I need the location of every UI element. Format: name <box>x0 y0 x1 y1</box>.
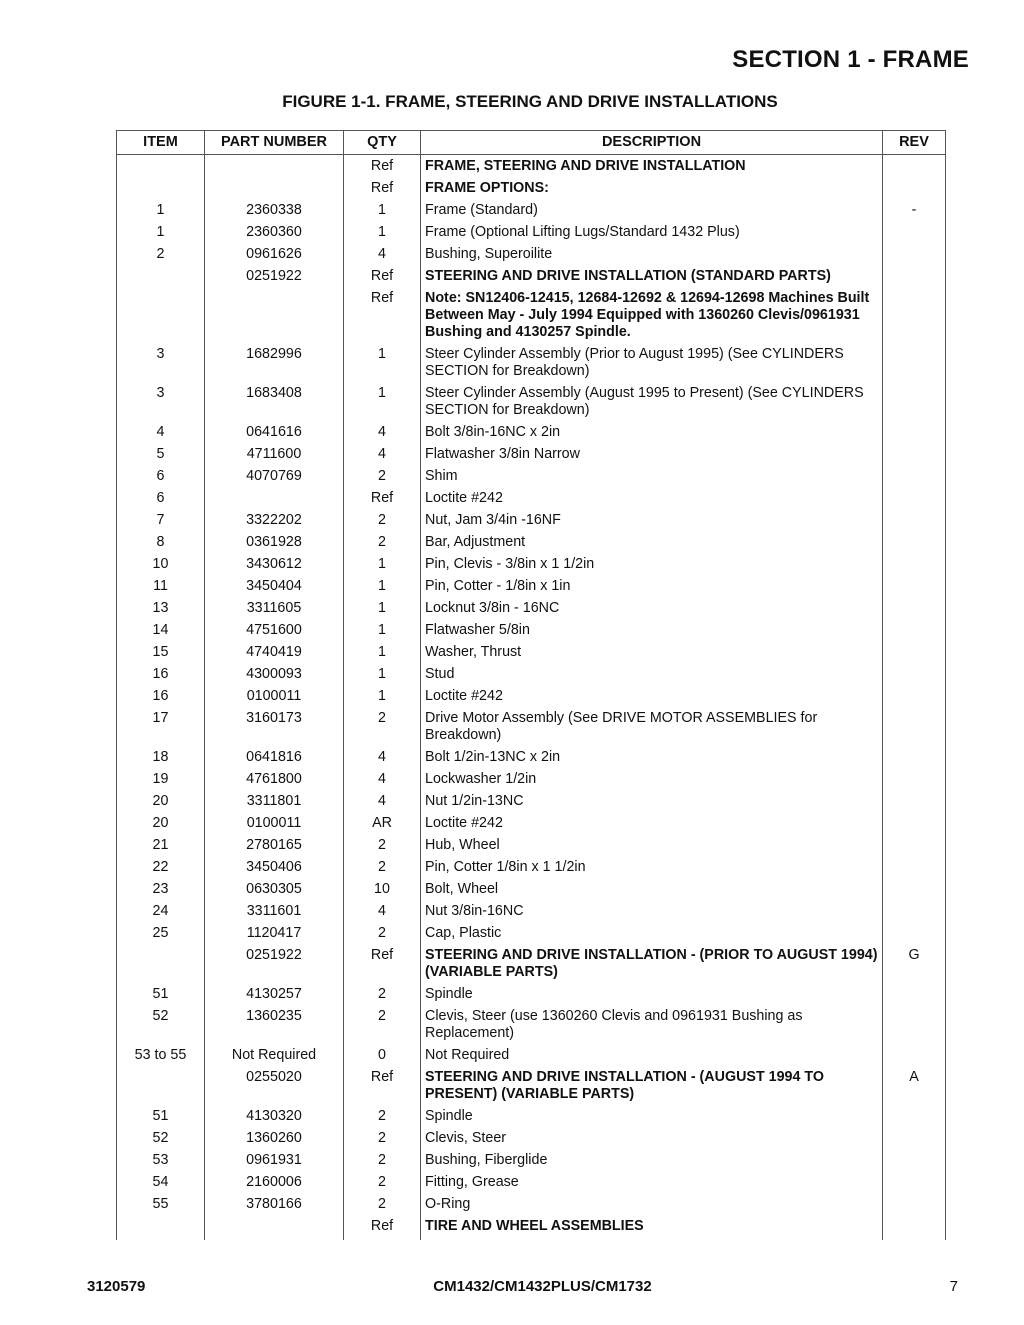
qty-cell: 2 <box>344 532 421 554</box>
table-row <box>117 1106 946 1128</box>
rev-cell <box>883 422 946 444</box>
table-row <box>117 857 946 879</box>
item-cell: 7 <box>117 510 205 532</box>
item-cell: 54 <box>117 1172 205 1194</box>
part-number-cell: 0641816 <box>205 747 344 769</box>
table-row <box>117 642 946 664</box>
rev-cell <box>883 576 946 598</box>
footer-page-number: 7 <box>949 1278 958 1295</box>
table-row <box>117 686 946 708</box>
item-cell <box>117 288 205 344</box>
description-cell: Pin, Cotter 1/8in x 1 1/2in <box>421 857 883 879</box>
qty-cell: 2 <box>344 1194 421 1216</box>
rev-cell <box>883 813 946 835</box>
description-cell: Spindle <box>421 1106 883 1128</box>
qty-cell: Ref <box>344 488 421 510</box>
table-row <box>117 532 946 554</box>
table-row <box>117 554 946 576</box>
rev-cell <box>883 664 946 686</box>
column-header-description: DESCRIPTION <box>421 131 883 155</box>
rev-cell <box>883 155 946 179</box>
description-cell: Stud <box>421 664 883 686</box>
part-number-cell: 0641616 <box>205 422 344 444</box>
rev-cell <box>883 222 946 244</box>
description-cell: Nut, Jam 3/4in -16NF <box>421 510 883 532</box>
part-number-cell: 4300093 <box>205 664 344 686</box>
qty-cell: 2 <box>344 1106 421 1128</box>
rev-cell <box>883 288 946 344</box>
spacer-cell <box>205 1238 344 1240</box>
table-row <box>117 620 946 642</box>
rev-cell: A <box>883 1067 946 1106</box>
table-row <box>117 901 946 923</box>
qty-cell: 2 <box>344 923 421 945</box>
qty-cell: 1 <box>344 576 421 598</box>
table-row <box>117 222 946 244</box>
part-number-cell: 3780166 <box>205 1194 344 1216</box>
table-row <box>117 1006 946 1045</box>
table-header-row <box>117 131 946 155</box>
table-row <box>117 422 946 444</box>
table-row <box>117 178 946 200</box>
part-number-cell: 3311601 <box>205 901 344 923</box>
qty-cell: 1 <box>344 344 421 383</box>
qty-cell: Ref <box>344 155 421 179</box>
rev-cell <box>883 1106 946 1128</box>
description-cell: Bolt 3/8in-16NC x 2in <box>421 422 883 444</box>
table-row <box>117 747 946 769</box>
part-number-cell <box>205 155 344 179</box>
table-row <box>117 510 946 532</box>
table-row <box>117 1045 946 1067</box>
item-cell: 52 <box>117 1006 205 1045</box>
rev-cell <box>883 901 946 923</box>
description-cell: Bolt 1/2in-13NC x 2in <box>421 747 883 769</box>
description-cell: Pin, Clevis - 3/8in x 1 1/2in <box>421 554 883 576</box>
qty-cell: 4 <box>344 244 421 266</box>
rev-cell <box>883 708 946 747</box>
parts-table-body <box>117 155 946 1241</box>
qty-cell: 10 <box>344 879 421 901</box>
rev-cell <box>883 488 946 510</box>
qty-cell: 1 <box>344 664 421 686</box>
part-number-cell: 0251922 <box>205 945 344 984</box>
description-cell: Loctite #242 <box>421 686 883 708</box>
description-cell: Flatwasher 3/8in Narrow <box>421 444 883 466</box>
table-row <box>117 598 946 620</box>
table-row <box>117 1216 946 1238</box>
item-cell: 3 <box>117 383 205 422</box>
part-number-cell: 4130320 <box>205 1106 344 1128</box>
qty-cell: 4 <box>344 444 421 466</box>
table-row <box>117 769 946 791</box>
item-cell: 18 <box>117 747 205 769</box>
item-cell: 52 <box>117 1128 205 1150</box>
part-number-cell: 4711600 <box>205 444 344 466</box>
rev-cell <box>883 266 946 288</box>
qty-cell: 2 <box>344 1172 421 1194</box>
table-row <box>117 288 946 344</box>
table-row <box>117 813 946 835</box>
description-cell: STEERING AND DRIVE INSTALLATION - (AUGUST 1994 TO PRESENT) (VARIABLE PARTS) <box>421 1067 883 1106</box>
table-row <box>117 879 946 901</box>
rev-cell <box>883 1194 946 1216</box>
part-number-cell: 0361928 <box>205 532 344 554</box>
part-number-cell: 3430612 <box>205 554 344 576</box>
item-cell: 3 <box>117 344 205 383</box>
part-number-cell: 0251922 <box>205 266 344 288</box>
part-number-cell: 3322202 <box>205 510 344 532</box>
rev-cell <box>883 554 946 576</box>
qty-cell: 2 <box>344 708 421 747</box>
item-cell: 16 <box>117 686 205 708</box>
item-cell: 5 <box>117 444 205 466</box>
rev-cell <box>883 1216 946 1238</box>
figure-title: FIGURE 1-1. FRAME, STEERING AND DRIVE INSTALLATIONS <box>282 92 778 111</box>
item-cell: 4 <box>117 422 205 444</box>
description-cell: Steer Cylinder Assembly (Prior to August 1995) (See CYLINDERS SECTION for Breakdown) <box>421 344 883 383</box>
description-cell: Clevis, Steer (use 1360260 Clevis and 0961931 Bushing as Replacement) <box>421 1006 883 1045</box>
rev-cell <box>883 747 946 769</box>
table-row <box>117 1194 946 1216</box>
rev-cell <box>883 532 946 554</box>
qty-cell: Ref <box>344 945 421 984</box>
item-cell <box>117 1067 205 1106</box>
table-row <box>117 835 946 857</box>
item-cell: 21 <box>117 835 205 857</box>
description-cell: Nut 1/2in-13NC <box>421 791 883 813</box>
part-number-cell: 4740419 <box>205 642 344 664</box>
rev-cell <box>883 1045 946 1067</box>
qty-cell: Ref <box>344 1216 421 1238</box>
rev-cell <box>883 923 946 945</box>
table-row <box>117 576 946 598</box>
table-row <box>117 466 946 488</box>
table-row <box>117 708 946 747</box>
qty-cell: 4 <box>344 747 421 769</box>
part-number-cell <box>205 488 344 510</box>
qty-cell: 1 <box>344 222 421 244</box>
item-cell: 51 <box>117 1106 205 1128</box>
item-cell: 10 <box>117 554 205 576</box>
rev-cell <box>883 1006 946 1045</box>
item-cell <box>117 178 205 200</box>
part-number-cell: 3311801 <box>205 791 344 813</box>
item-cell <box>117 155 205 179</box>
qty-cell: Ref <box>344 266 421 288</box>
description-cell: Frame (Optional Lifting Lugs/Standard 1432 Plus) <box>421 222 883 244</box>
qty-cell: Ref <box>344 288 421 344</box>
rev-cell <box>883 598 946 620</box>
part-number-cell: 3160173 <box>205 708 344 747</box>
description-cell: Lockwasher 1/2in <box>421 769 883 791</box>
description-cell: Pin, Cotter - 1/8in x 1in <box>421 576 883 598</box>
table-row <box>117 1150 946 1172</box>
part-number-cell: 3311605 <box>205 598 344 620</box>
description-cell: Loctite #242 <box>421 813 883 835</box>
qty-cell: 4 <box>344 901 421 923</box>
qty-cell: Ref <box>344 1067 421 1106</box>
description-cell: Nut 3/8in-16NC <box>421 901 883 923</box>
qty-cell: 4 <box>344 769 421 791</box>
description-cell: Bar, Adjustment <box>421 532 883 554</box>
part-number-cell: 2360338 <box>205 200 344 222</box>
rev-cell <box>883 642 946 664</box>
item-cell: 24 <box>117 901 205 923</box>
qty-cell: Ref <box>344 178 421 200</box>
part-number-cell: 1120417 <box>205 923 344 945</box>
spacer-cell <box>344 1238 421 1240</box>
rev-cell <box>883 344 946 383</box>
part-number-cell: 2360360 <box>205 222 344 244</box>
table-row <box>117 945 946 984</box>
item-cell: 23 <box>117 879 205 901</box>
item-cell: 53 to 55 <box>117 1045 205 1067</box>
parts-table <box>116 130 946 1240</box>
rev-cell <box>883 686 946 708</box>
rev-cell <box>883 1172 946 1194</box>
item-cell: 51 <box>117 984 205 1006</box>
rev-cell <box>883 879 946 901</box>
part-number-cell: 4070769 <box>205 466 344 488</box>
table-row <box>117 266 946 288</box>
part-number-cell: 0630305 <box>205 879 344 901</box>
qty-cell: 2 <box>344 984 421 1006</box>
part-number-cell: 4751600 <box>205 620 344 642</box>
description-cell: Spindle <box>421 984 883 1006</box>
rev-cell <box>883 857 946 879</box>
item-cell: 16 <box>117 664 205 686</box>
description-cell: Shim <box>421 466 883 488</box>
part-number-cell <box>205 288 344 344</box>
qty-cell: AR <box>344 813 421 835</box>
item-cell: 6 <box>117 488 205 510</box>
qty-cell: 1 <box>344 200 421 222</box>
rev-cell <box>883 769 946 791</box>
description-cell: O-Ring <box>421 1194 883 1216</box>
qty-cell: 2 <box>344 466 421 488</box>
item-cell: 17 <box>117 708 205 747</box>
qty-cell: 4 <box>344 422 421 444</box>
footer-models: CM1432/CM1432PLUS/CM1732 <box>433 1278 652 1295</box>
table-row <box>117 488 946 510</box>
part-number-cell: 3450404 <box>205 576 344 598</box>
table-row <box>117 984 946 1006</box>
spacer-cell <box>117 1238 205 1240</box>
description-cell: Frame (Standard) <box>421 200 883 222</box>
description-cell: Drive Motor Assembly (See DRIVE MOTOR ASSEMBLIES for Breakdown) <box>421 708 883 747</box>
rev-cell: - <box>883 200 946 222</box>
description-cell: Steer Cylinder Assembly (August 1995 to Present) (See CYLINDERS SECTION for Breakdown) <box>421 383 883 422</box>
description-cell: Hub, Wheel <box>421 835 883 857</box>
qty-cell: 2 <box>344 510 421 532</box>
spacer-cell <box>421 1238 883 1240</box>
table-row <box>117 383 946 422</box>
part-number-cell: 1360235 <box>205 1006 344 1045</box>
qty-cell: 1 <box>344 620 421 642</box>
part-number-cell: 1683408 <box>205 383 344 422</box>
item-cell <box>117 266 205 288</box>
part-number-cell: 1360260 <box>205 1128 344 1150</box>
qty-cell: 2 <box>344 835 421 857</box>
description-cell: Fitting, Grease <box>421 1172 883 1194</box>
spacer-cell <box>883 1238 946 1240</box>
item-cell: 53 <box>117 1150 205 1172</box>
part-number-cell: 3450406 <box>205 857 344 879</box>
qty-cell: 4 <box>344 791 421 813</box>
footer-doc-number: 3120579 <box>87 1278 146 1295</box>
rev-cell <box>883 444 946 466</box>
part-number-cell: 0961931 <box>205 1150 344 1172</box>
qty-cell: 0 <box>344 1045 421 1067</box>
item-cell: 6 <box>117 466 205 488</box>
rev-cell <box>883 1128 946 1150</box>
item-cell: 19 <box>117 769 205 791</box>
qty-cell: 1 <box>344 554 421 576</box>
description-cell: STEERING AND DRIVE INSTALLATION (STANDARD PARTS) <box>421 266 883 288</box>
description-cell: Washer, Thrust <box>421 642 883 664</box>
rev-cell <box>883 984 946 1006</box>
table-row <box>117 791 946 813</box>
qty-cell: 2 <box>344 1150 421 1172</box>
rev-cell <box>883 466 946 488</box>
item-cell <box>117 1216 205 1238</box>
item-cell: 1 <box>117 222 205 244</box>
column-header-qty: QTY <box>344 131 421 155</box>
rev-cell <box>883 1150 946 1172</box>
description-cell: TIRE AND WHEEL ASSEMBLIES <box>421 1216 883 1238</box>
qty-cell: 1 <box>344 598 421 620</box>
description-cell: Cap, Plastic <box>421 923 883 945</box>
description-cell: Bushing, Superoilite <box>421 244 883 266</box>
description-cell: Not Required <box>421 1045 883 1067</box>
table-spacer-row <box>117 1238 946 1240</box>
item-cell: 1 <box>117 200 205 222</box>
table-row <box>117 1172 946 1194</box>
table-row <box>117 244 946 266</box>
description-cell: Flatwasher 5/8in <box>421 620 883 642</box>
table-row <box>117 444 946 466</box>
item-cell: 11 <box>117 576 205 598</box>
description-cell: FRAME, STEERING AND DRIVE INSTALLATION <box>421 155 883 179</box>
item-cell: 20 <box>117 791 205 813</box>
rev-cell <box>883 510 946 532</box>
column-header-part-number: PART NUMBER <box>205 131 344 155</box>
description-cell: Note: SN12406-12415, 12684-12692 & 12694-12698 Machines Built Between May - July 1994 Equipped with 1360260 Clevis/0961931 Bushing and 4130257 Spindle. <box>421 288 883 344</box>
part-number-cell: 4130257 <box>205 984 344 1006</box>
description-cell: Clevis, Steer <box>421 1128 883 1150</box>
qty-cell: 2 <box>344 857 421 879</box>
part-number-cell <box>205 178 344 200</box>
table-row <box>117 1128 946 1150</box>
part-number-cell: 2780165 <box>205 835 344 857</box>
table-row <box>117 664 946 686</box>
column-header-rev: REV <box>883 131 946 155</box>
part-number-cell: Not Required <box>205 1045 344 1067</box>
description-cell: Bushing, Fiberglide <box>421 1150 883 1172</box>
part-number-cell <box>205 1216 344 1238</box>
item-cell: 13 <box>117 598 205 620</box>
item-cell: 2 <box>117 244 205 266</box>
item-cell: 8 <box>117 532 205 554</box>
rev-cell <box>883 383 946 422</box>
section-title: SECTION 1 - FRAME <box>732 46 969 73</box>
part-number-cell: 4761800 <box>205 769 344 791</box>
item-cell <box>117 945 205 984</box>
table-row <box>117 1067 946 1106</box>
qty-cell: 1 <box>344 642 421 664</box>
table-row <box>117 200 946 222</box>
part-number-cell: 0100011 <box>205 686 344 708</box>
item-cell: 55 <box>117 1194 205 1216</box>
rev-cell <box>883 791 946 813</box>
part-number-cell: 0255020 <box>205 1067 344 1106</box>
qty-cell: 2 <box>344 1128 421 1150</box>
description-cell: STEERING AND DRIVE INSTALLATION - (PRIOR TO AUGUST 1994) (VARIABLE PARTS) <box>421 945 883 984</box>
rev-cell <box>883 835 946 857</box>
description-cell: FRAME OPTIONS: <box>421 178 883 200</box>
table-row <box>117 155 946 179</box>
qty-cell: 1 <box>344 383 421 422</box>
part-number-cell: 1682996 <box>205 344 344 383</box>
description-cell: Locknut 3/8in - 16NC <box>421 598 883 620</box>
qty-cell: 2 <box>344 1006 421 1045</box>
part-number-cell: 0100011 <box>205 813 344 835</box>
table-row <box>117 344 946 383</box>
rev-cell: G <box>883 945 946 984</box>
description-cell: Bolt, Wheel <box>421 879 883 901</box>
rev-cell <box>883 178 946 200</box>
part-number-cell: 2160006 <box>205 1172 344 1194</box>
rev-cell <box>883 620 946 642</box>
item-cell: 22 <box>117 857 205 879</box>
part-number-cell: 0961626 <box>205 244 344 266</box>
description-cell: Loctite #242 <box>421 488 883 510</box>
table-row <box>117 923 946 945</box>
rev-cell <box>883 244 946 266</box>
qty-cell: 1 <box>344 686 421 708</box>
item-cell: 14 <box>117 620 205 642</box>
item-cell: 20 <box>117 813 205 835</box>
item-cell: 15 <box>117 642 205 664</box>
item-cell: 25 <box>117 923 205 945</box>
column-header-item: ITEM <box>117 131 205 155</box>
